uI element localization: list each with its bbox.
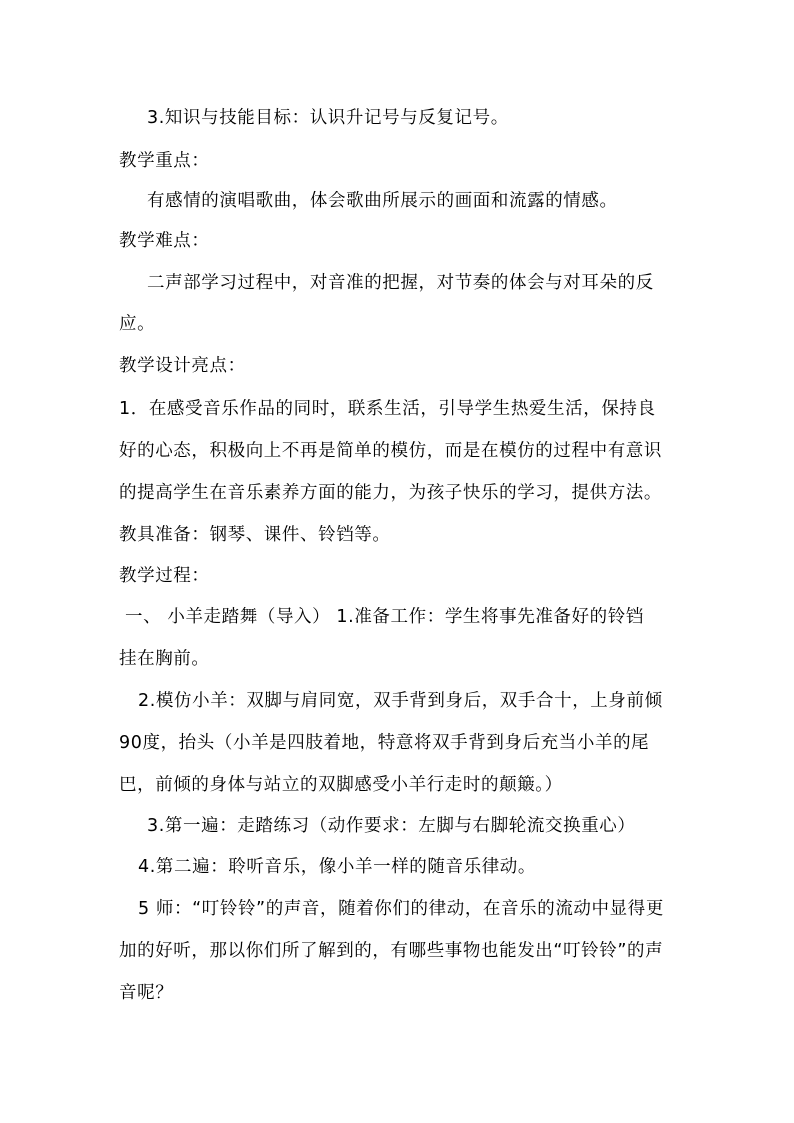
difficulties-text-line-1: 二声部学习过程中，对音准的把握，对节奏的体会与对耳朵的反 <box>147 273 654 293</box>
difficulties-heading: 教学难点： <box>119 231 210 251</box>
imitate-line-3: 巴，前倾的身体与站立的双脚感受小羊行走时的颠簸。） <box>119 775 563 795</box>
imitate-line-1: 2.模仿小羊：双脚与肩同宽，双手背到身后，双手合十，上身前倾 <box>138 691 663 711</box>
teacher-question-line-2: 加的好听，那以你们所了解到的，有哪些事物也能发出“叮铃铃”的声 <box>119 941 664 961</box>
highlights-heading: 教学设计亮点： <box>119 356 246 376</box>
materials-line: 教具准备：钢琴、课件、铃铛等。 <box>119 525 391 545</box>
imitate-line-2: 90度，抬头（小羊是四肢着地，特意将双手背到身后充当小羊的尾 <box>119 733 650 753</box>
key-points-heading: 教学重点： <box>119 151 210 171</box>
objective-line: 3.知识与技能目标：认识升记号与反复记号。 <box>147 108 509 128</box>
highlights-text-line-2: 好的心态，积极向上不再是简单的模仿，而是在模仿的过程中有意识 <box>119 441 662 461</box>
teacher-question-line-3: 音呢？ <box>119 983 174 1003</box>
step-one-line-1: 一、 小羊走踏舞（导入） 1.准备工作：学生将事先准备好的铃铛 <box>125 607 644 627</box>
second-pass-line: 4.第二遍：聆听音乐，像小羊一样的随音乐律动。 <box>138 857 536 877</box>
highlights-text-line-3: 的提高学生在音乐素养方面的能力，为孩子快乐的学习，提供方法。 <box>119 483 662 503</box>
step-one-line-2: 挂在胸前。 <box>119 649 210 669</box>
highlights-text-line-1: 1．在感受音乐作品的同时，联系生活，引导学生热爱生活，保持良 <box>119 399 656 419</box>
process-heading: 教学过程： <box>119 566 210 586</box>
key-points-text: 有感情的演唱歌曲，体会歌曲所展示的画面和流露的情感。 <box>147 191 618 211</box>
difficulties-text-line-2: 应。 <box>119 314 156 334</box>
first-pass-line: 3.第一遍：走踏练习（动作要求：左脚与右脚轮流交换重心） <box>147 816 636 836</box>
teacher-question-line-1: 5 师：“叮铃铃”的声音，随着你们的律动，在音乐的流动中显得更 <box>138 899 664 919</box>
